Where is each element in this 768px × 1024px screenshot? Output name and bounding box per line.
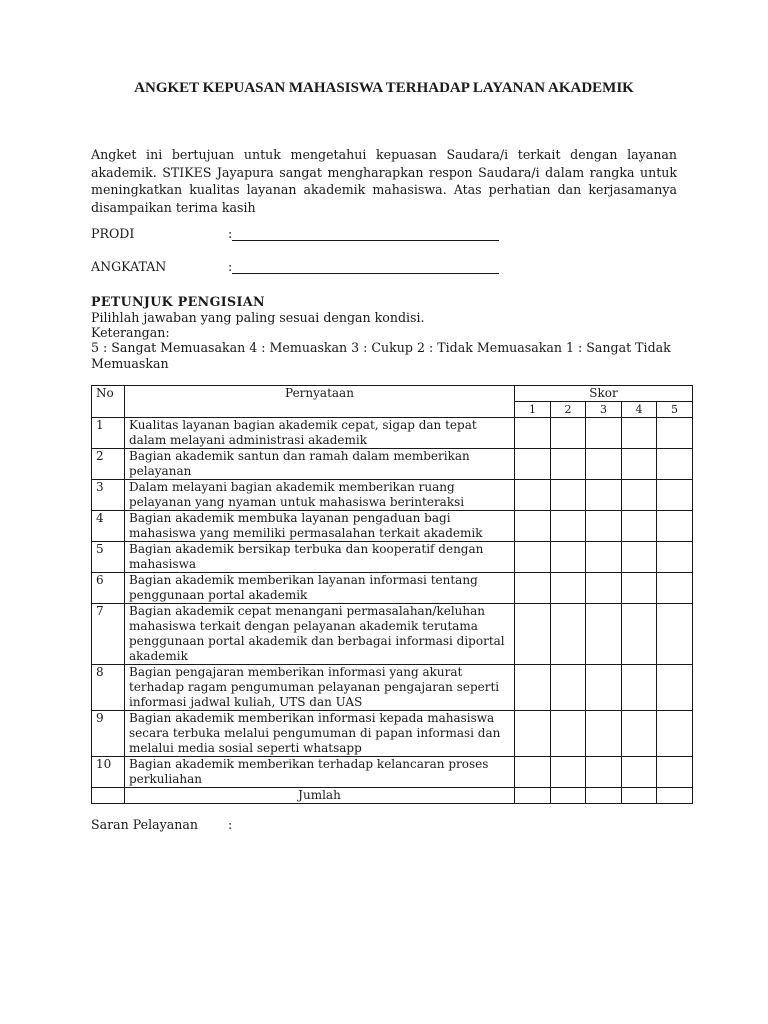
prodi-input-line[interactable] bbox=[232, 240, 499, 241]
score-cell-5[interactable] bbox=[657, 711, 693, 757]
score-cell-3[interactable] bbox=[586, 757, 622, 788]
score-cell-2[interactable] bbox=[551, 573, 586, 604]
score-cell-5[interactable] bbox=[657, 542, 693, 573]
row-number: 9 bbox=[92, 711, 125, 757]
row-statement: Bagian akademik membuka layanan pengaduan bagi mahasiswa yang memiliki permasalahan terkait akademik bbox=[125, 511, 515, 542]
total-row bbox=[92, 788, 693, 804]
score-cell-1[interactable] bbox=[515, 665, 551, 711]
row-statement: Kualitas layanan bagian akademik cepat, sigap dan tepat dalam melayani administrasi akademik bbox=[125, 418, 515, 449]
row-number: 1 bbox=[92, 418, 125, 449]
score-cell-4[interactable] bbox=[622, 542, 657, 573]
table-row bbox=[92, 511, 693, 542]
score-cell-2[interactable] bbox=[551, 604, 586, 665]
score-cell-2[interactable] bbox=[551, 711, 586, 757]
score-cell-1[interactable] bbox=[515, 573, 551, 604]
score-cell-2[interactable] bbox=[551, 757, 586, 788]
header-no: No bbox=[92, 386, 125, 418]
score-cell-3[interactable] bbox=[586, 418, 622, 449]
score-cell-1[interactable] bbox=[515, 757, 551, 788]
row-number: 10 bbox=[92, 757, 125, 788]
score-cell-1[interactable] bbox=[515, 604, 551, 665]
table-row bbox=[92, 711, 693, 757]
row-number: 7 bbox=[92, 604, 125, 665]
score-cell-3[interactable] bbox=[586, 604, 622, 665]
instructions-legend: 5 : Sangat Memuasakan 4 : Memuaskan 3 : Cukup 2 : Tidak Memuasakan 1 : Sangat Tidak Memuaskan bbox=[91, 340, 671, 371]
score-cell-5[interactable] bbox=[657, 604, 693, 665]
table-row bbox=[92, 449, 693, 480]
score-cell-3[interactable] bbox=[586, 711, 622, 757]
instructions-line-2: Keterangan: bbox=[91, 325, 170, 340]
score-cell-5[interactable] bbox=[657, 573, 693, 604]
header-score-5: 5 bbox=[657, 402, 693, 418]
score-cell-4[interactable] bbox=[622, 665, 657, 711]
total-score-cell[interactable] bbox=[586, 788, 622, 804]
score-cell-4[interactable] bbox=[622, 573, 657, 604]
saran-label: Saran Pelayanan bbox=[91, 817, 199, 832]
score-cell-5[interactable] bbox=[657, 449, 693, 480]
row-statement: Bagian pengajaran memberikan informasi yang akurat terhadap ragam pengumuman pelayanan pengajaran seperti informasi jadwal kuliah, UTS dan UAS bbox=[125, 665, 515, 711]
row-statement: Bagian akademik santun dan ramah dalam memberikan pelayanan bbox=[125, 449, 515, 480]
row-number: 8 bbox=[92, 665, 125, 711]
saran-colon: : bbox=[228, 817, 233, 832]
score-cell-5[interactable] bbox=[657, 480, 693, 511]
row-statement: Bagian akademik memberikan terhadap kelancaran proses perkuliahan bbox=[125, 757, 515, 788]
total-score-cell[interactable] bbox=[515, 788, 551, 804]
score-cell-3[interactable] bbox=[586, 480, 622, 511]
score-cell-5[interactable] bbox=[657, 511, 693, 542]
row-number: 2 bbox=[92, 449, 125, 480]
score-cell-5[interactable] bbox=[657, 418, 693, 449]
row-statement: Bagian akademik memberikan informasi kepada mahasiswa secara terbuka melalui pengumuman di papan informasi dan melalui media sosial seperti whatsapp bbox=[125, 711, 515, 757]
score-cell-3[interactable] bbox=[586, 449, 622, 480]
score-cell-1[interactable] bbox=[515, 511, 551, 542]
score-cell-1[interactable] bbox=[515, 480, 551, 511]
instructions-line-1: Pilihlah jawaban yang paling sesuai dengan kondisi. bbox=[91, 310, 425, 325]
total-label: Jumlah bbox=[125, 788, 515, 804]
total-score-cell[interactable] bbox=[657, 788, 693, 804]
header-score-4: 4 bbox=[622, 402, 657, 418]
row-statement: Bagian akademik memberikan layanan informasi tentang penggunaan portal akademik bbox=[125, 573, 515, 604]
score-cell-4[interactable] bbox=[622, 418, 657, 449]
row-number: 4 bbox=[92, 511, 125, 542]
row-statement: Bagian akademik cepat menangani permasalahan/keluhan mahasiswa terkait dengan pelayanan akademik terutama penggunaan portal akademik dan berbagai informasi diportal akademik bbox=[125, 604, 515, 665]
score-cell-4[interactable] bbox=[622, 449, 657, 480]
score-cell-4[interactable] bbox=[622, 711, 657, 757]
table-row bbox=[92, 604, 693, 665]
score-cell-2[interactable] bbox=[551, 665, 586, 711]
table-row bbox=[92, 480, 693, 511]
table-row bbox=[92, 542, 693, 573]
score-cell-5[interactable] bbox=[657, 665, 693, 711]
total-blank-cell bbox=[92, 788, 125, 804]
score-cell-4[interactable] bbox=[622, 604, 657, 665]
header-score-1: 1 bbox=[515, 402, 551, 418]
saran-field[interactable] bbox=[91, 817, 233, 832]
header-score-2: 2 bbox=[551, 402, 586, 418]
score-cell-1[interactable] bbox=[515, 418, 551, 449]
total-score-cell[interactable] bbox=[622, 788, 657, 804]
table-row bbox=[92, 573, 693, 604]
score-cell-3[interactable] bbox=[586, 665, 622, 711]
table-row bbox=[92, 757, 693, 788]
score-cell-3[interactable] bbox=[586, 511, 622, 542]
score-cell-4[interactable] bbox=[622, 757, 657, 788]
score-cell-2[interactable] bbox=[551, 418, 586, 449]
angkatan-label: ANGKATAN bbox=[91, 259, 167, 274]
angkatan-colon: : bbox=[228, 259, 233, 274]
instructions-heading: PETUNJUK PENGISIAN bbox=[91, 294, 265, 309]
score-cell-2[interactable] bbox=[551, 449, 586, 480]
score-cell-1[interactable] bbox=[515, 542, 551, 573]
row-number: 5 bbox=[92, 542, 125, 573]
score-cell-2[interactable] bbox=[551, 480, 586, 511]
score-cell-4[interactable] bbox=[622, 511, 657, 542]
table-row bbox=[92, 418, 693, 449]
score-cell-2[interactable] bbox=[551, 542, 586, 573]
survey-table bbox=[91, 385, 693, 804]
header-score-3: 3 bbox=[586, 402, 622, 418]
intro-paragraph: Angket ini bertujuan untuk mengetahui kepuasan Saudara/i terkait dengan layanan akademik. STIKES Jayapura sangat mengharapkan respon Saudara/i dalam rangka untuk meningkatkan kualitas layanan akademik mahasiswa. Atas perhatian dan kerjasamanya disampaikan terima kasih bbox=[91, 147, 677, 215]
score-cell-3[interactable] bbox=[586, 573, 622, 604]
score-cell-2[interactable] bbox=[551, 511, 586, 542]
score-cell-3[interactable] bbox=[586, 542, 622, 573]
row-statement: Bagian akademik bersikap terbuka dan kooperatif dengan mahasiswa bbox=[125, 542, 515, 573]
header-skor: Skor bbox=[515, 386, 693, 402]
score-cell-1[interactable] bbox=[515, 449, 551, 480]
document-title: ANGKET KEPUASAN MAHASISWA TERHADAP LAYANAN AKADEMIK bbox=[134, 80, 634, 96]
row-number: 3 bbox=[92, 480, 125, 511]
prodi-colon: : bbox=[228, 226, 233, 241]
total-score-cell[interactable] bbox=[551, 788, 586, 804]
header-statement: Pernyataan bbox=[125, 386, 515, 418]
row-statement: Dalam melayani bagian akademik memberikan ruang pelayanan yang nyaman untuk mahasiswa berinteraksi bbox=[125, 480, 515, 511]
score-cell-1[interactable] bbox=[515, 711, 551, 757]
row-number: 6 bbox=[92, 573, 125, 604]
prodi-label: PRODI bbox=[91, 226, 135, 241]
table-row bbox=[92, 665, 693, 711]
score-cell-4[interactable] bbox=[622, 480, 657, 511]
score-cell-5[interactable] bbox=[657, 757, 693, 788]
angkatan-input-line[interactable] bbox=[232, 273, 499, 274]
